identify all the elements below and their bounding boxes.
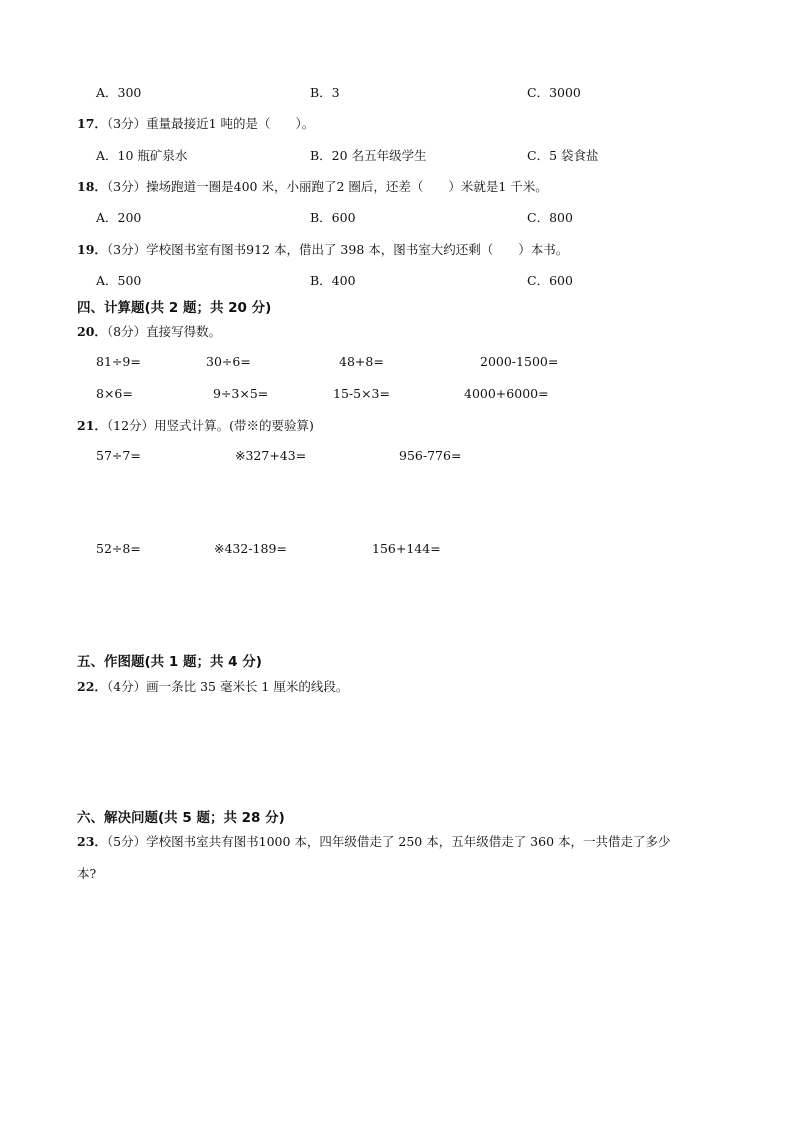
- question-text: 重量最接近1 吨的是（ ）。: [146, 116, 315, 131]
- calc-item: 4000+6000=: [464, 386, 549, 401]
- calc-item: ※432-189=: [214, 541, 287, 556]
- question-score: （3分）: [106, 179, 147, 194]
- question-number: 20．: [77, 324, 107, 339]
- calc-item: 15-5×3=: [333, 386, 390, 401]
- question-text: 直接写得数。: [146, 324, 222, 339]
- question-score: （5分）: [106, 834, 147, 849]
- calc-item: 9÷3×5=: [213, 386, 269, 401]
- question-number: 19．: [77, 242, 107, 257]
- question-22: [77, 677, 348, 695]
- q19-option-a: A．500: [96, 273, 142, 288]
- question-23-continuation: 本?: [77, 866, 97, 881]
- q19-option-b: B．400: [310, 273, 356, 288]
- question-number: 22．: [77, 679, 107, 694]
- section-6-title: 六、解决问题(共 5 题；共 28 分): [77, 810, 285, 826]
- question-score: （3分）: [106, 242, 147, 257]
- question-20: [77, 322, 221, 340]
- q16-option-a: A．300: [96, 85, 142, 100]
- question-text: 操场跑道一圈是400 米，小丽跑了2 圈后，还差（ ）米就是1 千米。: [146, 179, 548, 194]
- question-score: （3分）: [106, 116, 147, 131]
- question-text: 画一条比 35 毫米长 1 厘米的线段。: [146, 679, 349, 694]
- question-score: （8分）: [106, 324, 147, 339]
- calc-item: 2000-1500=: [480, 354, 559, 369]
- question-number: 17．: [77, 116, 107, 131]
- q17-option-a: A．10 瓶矿泉水: [96, 148, 188, 163]
- q18-option-b: B．600: [310, 210, 356, 225]
- calc-item: 48+8=: [339, 354, 384, 369]
- calc-item: 52÷8=: [96, 541, 141, 556]
- question-number: 21．: [77, 418, 107, 433]
- question-score: （12分）: [106, 418, 155, 433]
- question-21: [77, 416, 314, 434]
- question-score: （4分）: [106, 679, 147, 694]
- question-23: [77, 832, 671, 850]
- q17-option-c: C．5 袋食盐: [527, 148, 599, 163]
- q18-option-c: C．800: [527, 210, 573, 225]
- q19-option-c: C．600: [527, 273, 573, 288]
- question-text: 学校图书室有图书912 本，借出了 398 本，图书室大约还剩（ ）本书。: [146, 242, 569, 257]
- calc-item: 81÷9=: [96, 354, 141, 369]
- calc-item: ※327+43=: [235, 448, 307, 463]
- question-text: 用竖式计算。(带※的要验算): [154, 418, 314, 433]
- calc-item: 57÷7=: [96, 448, 141, 463]
- question-number: 18．: [77, 179, 107, 194]
- question-17: [77, 114, 314, 132]
- question-number: 23．: [77, 834, 107, 849]
- q16-option-b: B．3: [310, 85, 340, 100]
- question-19: [77, 240, 568, 258]
- calc-item: 30÷6=: [206, 354, 251, 369]
- q18-option-a: A．200: [96, 210, 142, 225]
- calc-item: 156+144=: [372, 541, 441, 556]
- section-4-title: 四、计算题(共 2 题；共 20 分): [77, 300, 272, 316]
- q16-option-c: C．3000: [527, 85, 581, 100]
- calc-item: 8×6=: [96, 386, 133, 401]
- question-18: [77, 177, 548, 195]
- q17-option-b: B．20 名五年级学生: [310, 148, 427, 163]
- section-5-title: 五、作图题(共 1 题；共 4 分): [77, 654, 262, 670]
- question-text: 学校图书室共有图书1000 本，四年级借走了 250 本，五年级借走了 360 本，一共借走了多少: [146, 834, 671, 849]
- calc-item: 956-776=: [399, 448, 462, 463]
